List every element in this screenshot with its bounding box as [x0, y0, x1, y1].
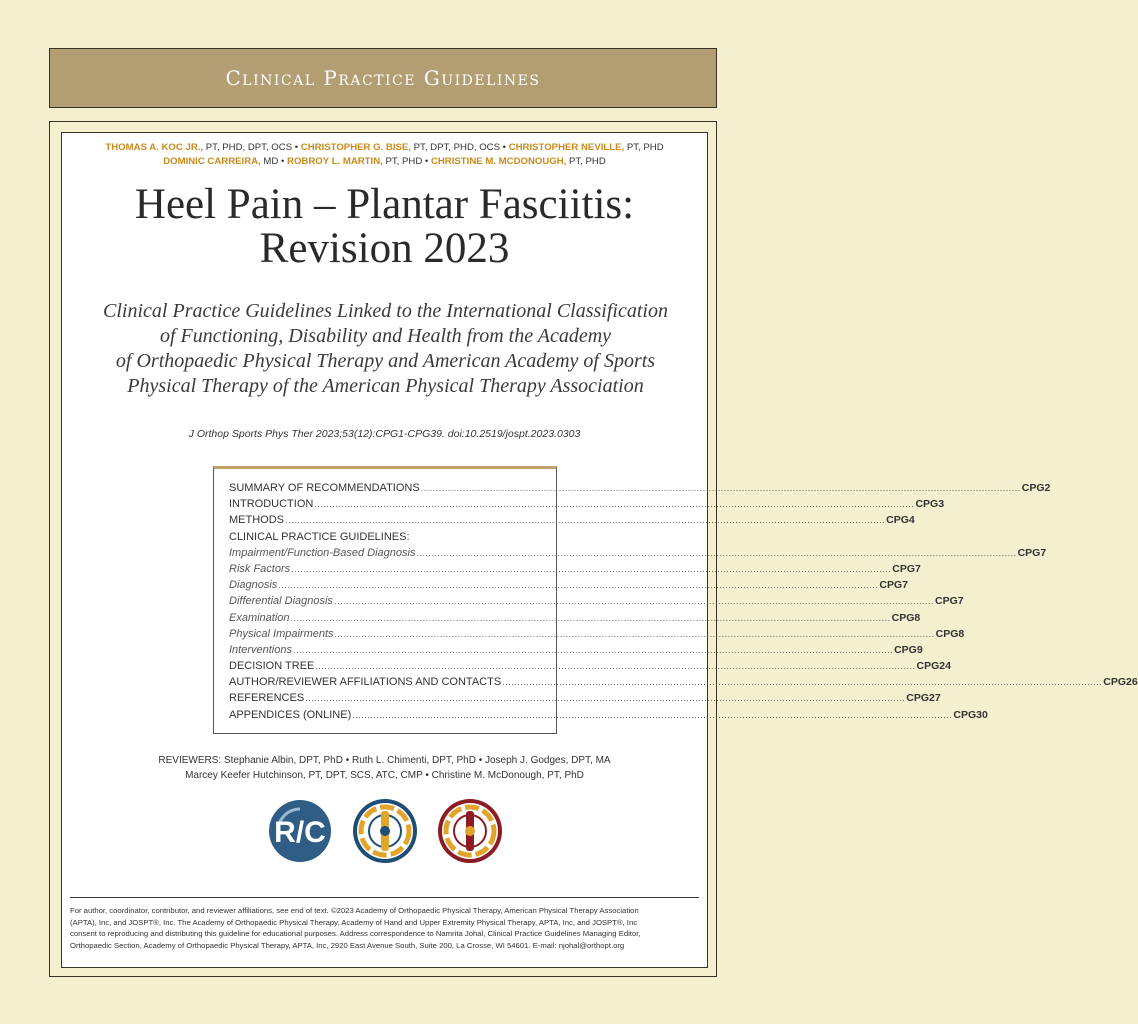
- author-credentials: PT, PHD •: [382, 156, 429, 167]
- toc-entry: [229, 579, 909, 595]
- toc-entry-page: CPG4: [886, 514, 915, 527]
- toc-entry-page: CPG9: [894, 643, 923, 656]
- author-name: DOMINIC CARREIRA,: [163, 156, 261, 167]
- toc-entry: [229, 531, 541, 547]
- citation: J Orthop Sports Phys Ther 2023;53(12):CPG1-CPG39. doi:10.2519/jospt.2023.0303: [188, 428, 581, 440]
- toc-entry-label: Diagnosis: [229, 579, 278, 592]
- footnote: [70, 905, 700, 951]
- toc-leader-dots: ........................................................................................................................................................................................................: [278, 580, 879, 591]
- toc-entry-page: CPG26: [1103, 676, 1138, 689]
- toc-entry-label: Impairment/Function-Based Diagnosis: [229, 546, 416, 559]
- toc-entry-label: AUTHOR/REVIEWER AFFILIATIONS AND CONTACTS: [229, 676, 502, 689]
- toc-leader-dots: ........................................................................................................................................................................................................: [416, 547, 1017, 558]
- document-title: [62, 183, 707, 271]
- toc-leader-dots: ........................................................................................................................................................................................................: [502, 677, 1103, 688]
- author-name: ROBROY L. MARTIN,: [287, 156, 383, 167]
- toc-leader-dots: ........................................................................................................................................................................................................: [290, 612, 891, 623]
- toc-entry: [229, 514, 915, 530]
- toc-entry-page: CPG7: [879, 579, 909, 592]
- footnote-line-4: Orthopaedic Section, Academy of Orthopaedic Physical Therapy, APTA, Inc, 2920 East Avenue South, Suite 200, La Crosse, WI 54601. E-mail: njohal@orthopt.org: [70, 940, 625, 950]
- toc-entry: [229, 660, 951, 676]
- toc-entry: [229, 611, 921, 628]
- toc-entry: [229, 498, 945, 514]
- toc-entry-label: SUMMARY OF RECOMMENDATIONS: [229, 482, 420, 494]
- toc-entry: [229, 708, 988, 725]
- toc-entry-page: CPG8: [891, 611, 921, 624]
- title-line-2: Revision 2023: [259, 225, 510, 272]
- toc-entry-page: CPG27: [906, 692, 941, 705]
- toc-entry: [229, 595, 964, 611]
- footnote-line-3: consent to reproducing and distributing this guideline for educational purposes. Address correspondence to Namrita Johal, Clinical Practice Guidelines Managing Editor,: [70, 929, 641, 939]
- toc-list: [229, 482, 1138, 725]
- document-subtitle: [72, 299, 699, 399]
- toc-entry-page: CPG8: [935, 627, 965, 640]
- toc-entry-label: Physical Impairments: [229, 627, 334, 640]
- rc-logo-text: R/C: [274, 816, 326, 849]
- aopt-red-logo-icon: [436, 797, 504, 865]
- content-panel: [61, 132, 1138, 968]
- toc-entry-label: APPENDICES (ONLINE): [229, 708, 352, 721]
- author-credentials: PT, PHD: [624, 142, 664, 153]
- author-line-2: [62, 155, 707, 169]
- author-credentials: PT, PHD, DPT, OCS •: [203, 142, 299, 153]
- toc-entry-label: METHODS: [229, 514, 284, 527]
- toc-entry-page: CPG3: [915, 498, 945, 511]
- toc-entry: [229, 482, 1051, 498]
- subtitle-line-2: of Functioning, Disability and Health from the Academy: [159, 325, 612, 347]
- toc-entry-label: REFERENCES: [229, 692, 305, 705]
- header-banner: [49, 48, 717, 108]
- toc-entry-label: Risk Factors: [229, 562, 291, 575]
- toc-entry-page: CPG2: [1021, 482, 1051, 494]
- toc-leader-dots: ........................................................................................................................................................................................................: [285, 515, 886, 526]
- toc-leader-dots: ........................................................................................................................................................................................................: [292, 644, 894, 655]
- toc-entry: [229, 676, 1138, 692]
- table-of-contents: [213, 466, 1138, 734]
- toc-leader-dots: ........................................................................................................................................................................................................: [315, 661, 916, 672]
- toc-entry-label: CLINICAL PRACTICE GUIDELINES:: [229, 530, 410, 543]
- toc-entry: [229, 546, 1047, 563]
- toc-entry-page: CPG7: [892, 562, 921, 575]
- subtitle-line-1: Clinical Practice Guidelines Linked to the International Classification: [103, 300, 668, 322]
- logo-row: [268, 797, 504, 869]
- banner-title: Clinical Practice Guidelines: [225, 66, 541, 90]
- author-name: CHRISTOPHER G. BISE,: [300, 142, 411, 153]
- reviewers-line-2: Marcey Keefer Hutchinson, PT, DPT, SCS, ATC, CMP • Christine M. McDonough, PT, PhD: [185, 770, 584, 781]
- toc-entry-label: Interventions: [229, 643, 292, 656]
- subtitle-line-3: of Orthopaedic Physical Therapy and American Academy of Sports: [115, 350, 656, 372]
- toc-leader-dots: ........................................................................................................................................................................................................: [420, 483, 1021, 493]
- toc-entry-label: Examination: [229, 611, 290, 624]
- toc-entry-page: CPG30: [953, 708, 988, 721]
- toc-entry-page: CPG24: [916, 660, 951, 673]
- author-name: THOMAS A. KOC JR.,: [105, 142, 204, 153]
- subtitle-line-4: Physical Therapy of the American Physical Therapy Association: [127, 375, 644, 397]
- toc-leader-dots: ........................................................................................................................................................................................................: [352, 709, 953, 720]
- author-credentials: PT, PHD: [566, 156, 606, 167]
- aopt-blue-logo-icon: [351, 797, 419, 865]
- toc-entry: [229, 692, 941, 708]
- toc-entry: [229, 643, 923, 660]
- toc-leader-dots: ........................................................................................................................................................................................................: [305, 693, 906, 704]
- title-line-1: Heel Pain – Plantar Fasciitis:: [134, 181, 635, 228]
- toc-leader-dots: ........................................................................................................................................................................................................: [314, 499, 915, 510]
- toc-leader-dots: ........................................................................................................................................................................................................: [334, 628, 935, 639]
- toc-entry: [229, 562, 921, 579]
- toc-entry-page: CPG7: [935, 595, 964, 608]
- author-credentials: MD •: [260, 156, 285, 167]
- author-line-1: [62, 141, 707, 155]
- toc-leader-dots: ........................................................................................................................................................................................................: [333, 596, 935, 607]
- toc-entry-label: INTRODUCTION: [229, 498, 314, 511]
- footnote-line-1: For author, coordinator, contributor, and reviewer affiliations, see end of text. ©2023 Academy of Orthopaedic Physical Therapy, American Physical Therapy Association: [70, 906, 639, 915]
- footnote-divider: [70, 897, 699, 898]
- author-name: CHRISTINE M. MCDONOUGH,: [430, 156, 567, 167]
- footnote-line-2: (APTA), Inc, and JOSPT®, Inc. The Academy of Orthopaedic Physical Therapy, Academy of Hand and Upper Extremity Physical Therapy, APTA, Inc, and JOSPT®, Inc: [70, 917, 638, 927]
- author-credentials: PT, DPT, PHD, OCS •: [410, 142, 507, 153]
- rc-logo-icon: [268, 797, 332, 865]
- toc-entry-page: CPG7: [1017, 546, 1047, 559]
- reviewers-line-1: REVIEWERS: Stephanie Albin, DPT, PhD • Ruth L. Chimenti, DPT, PhD • Joseph J. Godges, DPT, MA: [158, 755, 611, 766]
- toc-entry: [229, 627, 965, 644]
- reviewers: [62, 753, 707, 783]
- toc-leader-dots: ........................................................................................................................................................................................................: [291, 563, 892, 574]
- author-name: CHRISTOPHER NEVILLE,: [508, 142, 625, 153]
- toc-entry-label: Differential Diagnosis: [229, 595, 333, 608]
- toc-entry-label: DECISION TREE: [229, 660, 315, 673]
